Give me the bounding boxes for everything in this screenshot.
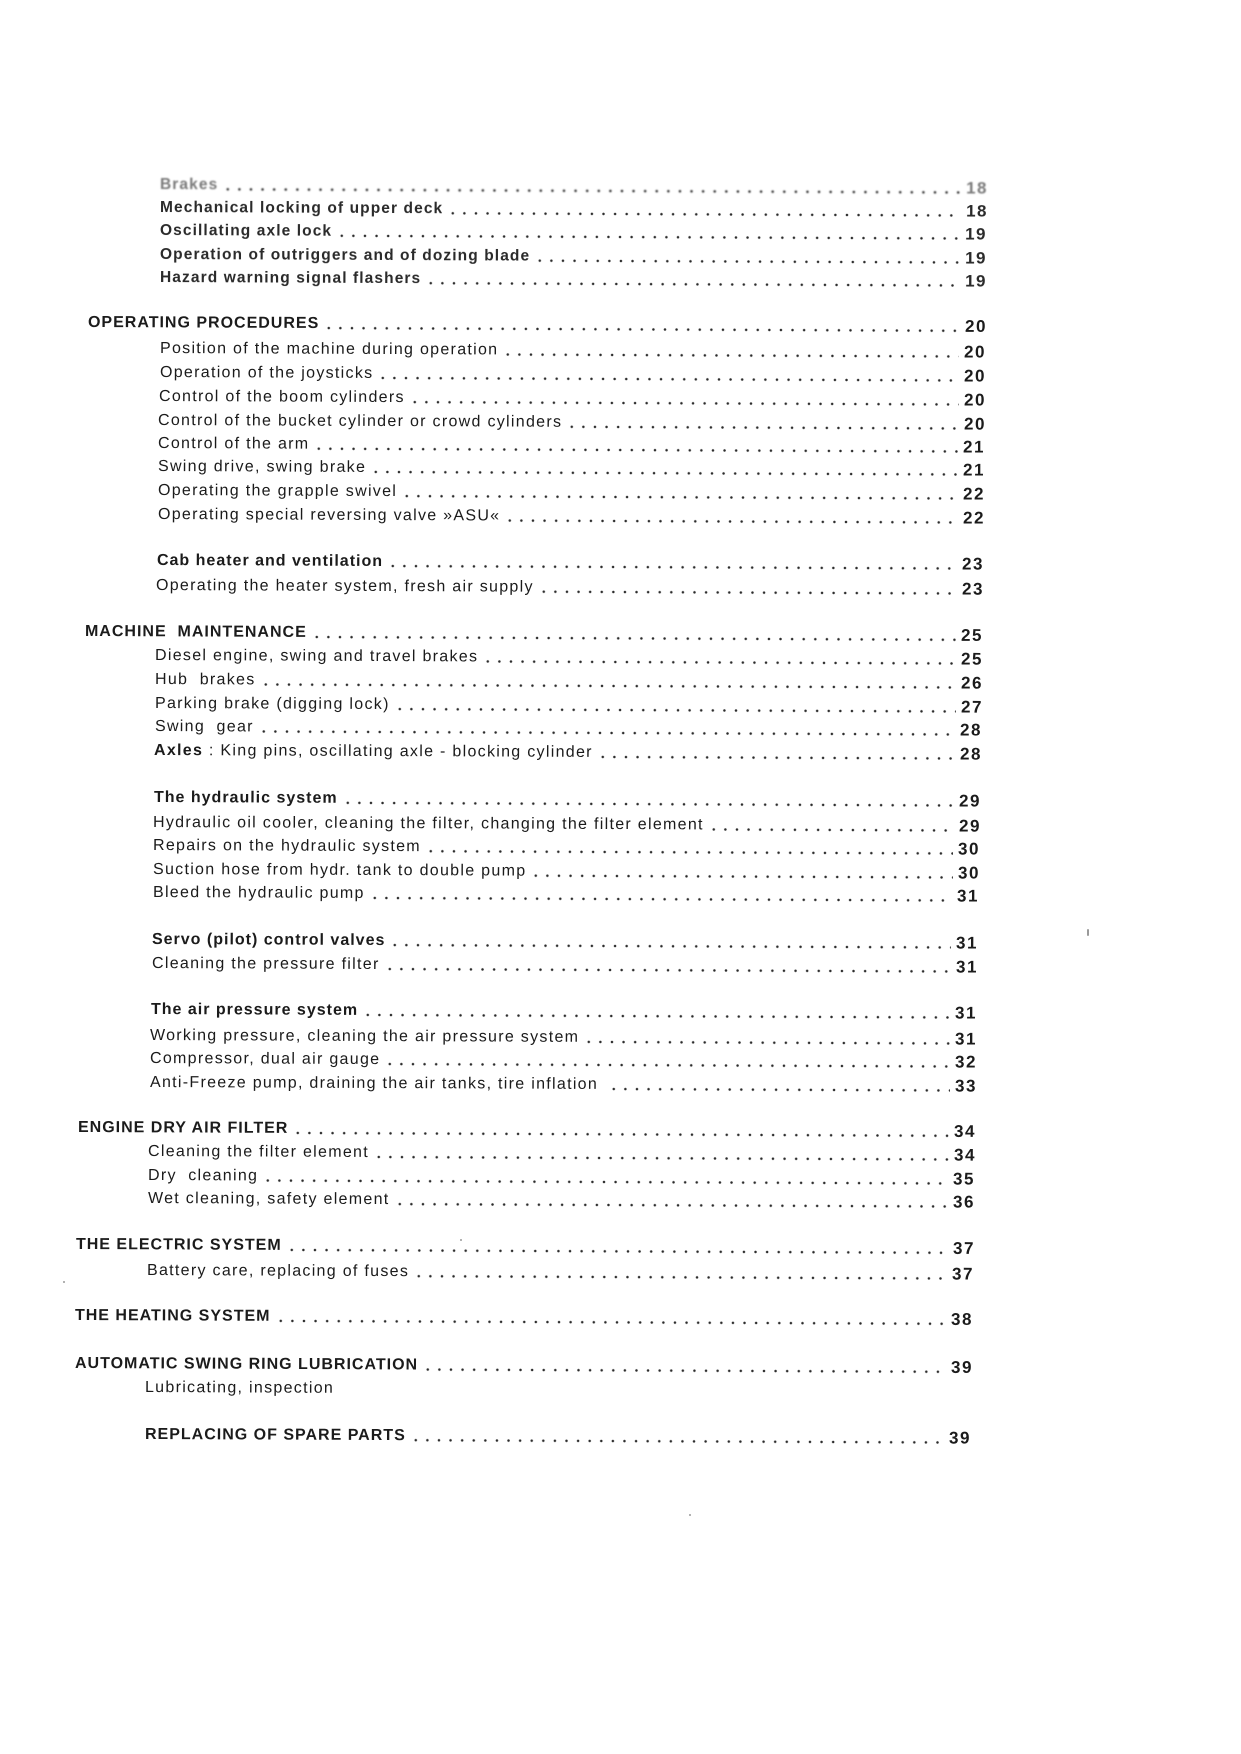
dot-leader xyxy=(387,551,957,575)
page-number: 25 xyxy=(961,625,984,645)
page-number: 23 xyxy=(962,554,985,574)
dot-leader xyxy=(311,622,956,647)
dot-leader xyxy=(410,1425,944,1449)
dot-leader xyxy=(538,577,957,601)
dot-leader xyxy=(413,1261,947,1285)
dot-leader xyxy=(258,716,955,741)
toc-entry xyxy=(160,244,987,270)
dot-leader xyxy=(389,930,951,954)
page-number: 19 xyxy=(965,248,988,268)
toc-entry xyxy=(160,338,986,364)
toc-entry xyxy=(150,1048,977,1074)
toc-entry xyxy=(148,1188,975,1214)
toc-section-heading xyxy=(85,621,983,647)
entry-title: Parking brake (digging lock) xyxy=(154,695,390,714)
entry-title: Operation of the joysticks xyxy=(159,364,374,382)
page-number: 27 xyxy=(961,697,984,717)
entry-title: Operating special reversing valve »ASU« xyxy=(157,506,501,525)
entry-title: Diesel engine, swing and travel brakes xyxy=(154,647,479,666)
dot-leader xyxy=(292,1118,949,1143)
page-number: 31 xyxy=(956,933,979,953)
page-number: 20 xyxy=(964,366,987,386)
toc-group-heading xyxy=(157,550,984,576)
page-number: 21 xyxy=(963,437,986,457)
entry-title: Repairs on the hydraulic system xyxy=(152,837,422,856)
page-number: 36 xyxy=(953,1192,976,1212)
toc-section-heading xyxy=(88,312,987,338)
toc-entry xyxy=(152,953,978,979)
page-number: 22 xyxy=(963,484,986,504)
toc-entry xyxy=(160,220,987,246)
entry-title: Operation of outriggers and of dozing blade xyxy=(159,246,531,265)
page-number: 37 xyxy=(952,1264,975,1284)
toc-entry xyxy=(155,716,982,742)
toc-entry xyxy=(154,740,982,766)
entry-title: Mechanical locking of upper deck xyxy=(159,199,444,218)
toc-entry xyxy=(160,362,986,388)
toc-entry xyxy=(158,433,985,459)
entry-title: Control of the boom cylinders xyxy=(158,388,405,407)
section-title: ENGINE DRY AIR FILTER xyxy=(77,1119,289,1137)
dot-leader xyxy=(323,313,960,338)
entry-title xyxy=(154,740,593,764)
page-number: 20 xyxy=(964,342,987,362)
page-number: 31 xyxy=(955,1003,978,1023)
toc-entry xyxy=(153,812,981,838)
dot-leader xyxy=(401,481,958,505)
entry-title: Cleaning the pressure filter xyxy=(151,955,380,973)
page-number: 31 xyxy=(955,1029,978,1049)
entry-title: Control of the arm xyxy=(157,435,310,453)
page-number: 22 xyxy=(963,508,986,528)
entry-title: Anti-Freeze pump, draining the air tanks, tire inflation xyxy=(149,1074,599,1093)
toc-entry xyxy=(160,197,988,223)
page-number: 35 xyxy=(953,1169,976,1189)
toc-entry xyxy=(155,693,983,719)
toc-entry xyxy=(148,1165,975,1191)
page-number: 20 xyxy=(965,316,988,336)
dot-leader xyxy=(504,506,958,530)
toc-entry xyxy=(155,669,983,695)
entry-title: Swing drive, swing brake xyxy=(157,458,367,476)
scan-speck xyxy=(63,1281,65,1283)
scan-speck xyxy=(1087,929,1089,936)
dot-leader xyxy=(409,387,959,411)
entry-title: Battery care, replacing of fuses xyxy=(146,1262,410,1281)
entry-title: Hydraulic oil cooler, cleaning the filter, changing the filter element xyxy=(152,814,704,834)
toc-entry xyxy=(153,859,980,885)
toc-section-heading xyxy=(78,1117,976,1143)
dot-leader xyxy=(222,174,961,199)
dot-leader xyxy=(482,646,956,670)
dot-leader xyxy=(260,669,957,694)
entry-title: Working pressure, cleaning the air pressure system xyxy=(149,1027,580,1046)
section-title: THE HEATING SYSTEM xyxy=(74,1307,271,1325)
toc-section-heading xyxy=(75,1305,973,1331)
dot-leader xyxy=(425,836,953,860)
toc-group-heading xyxy=(154,787,981,813)
entry-title: Hub brakes xyxy=(154,671,256,689)
page-number: 20 xyxy=(964,390,987,410)
entry-title: Dry cleaning xyxy=(147,1167,259,1185)
section-title: OPERATING PROCEDURES xyxy=(87,314,320,333)
entry-title-rest: : King pins, oscillating axle - blocking cylinder xyxy=(208,742,593,761)
entry-title: Lubricating, inspection xyxy=(144,1379,335,1397)
page-number: 38 xyxy=(951,1309,974,1329)
dot-leader xyxy=(373,1142,949,1167)
toc-group-heading xyxy=(152,929,978,955)
entry-title: Bleed the hydraulic pump xyxy=(152,884,365,902)
dot-leader xyxy=(313,434,958,459)
page-number: 23 xyxy=(962,579,985,599)
page-number: 31 xyxy=(957,886,980,906)
entry-title: Operating the heater system, fresh air supply xyxy=(155,577,534,596)
entry-title: The hydraulic system xyxy=(153,789,338,807)
section-title: THE ELECTRIC SYSTEM xyxy=(75,1236,282,1254)
dot-leader xyxy=(384,1049,950,1073)
toc-section-heading xyxy=(75,1353,973,1379)
toc-entry xyxy=(156,575,984,601)
toc-entry xyxy=(155,645,983,671)
toc-entry xyxy=(160,267,987,293)
toc-group-heading xyxy=(151,999,977,1025)
page-number: 34 xyxy=(954,1145,977,1165)
page-number: 29 xyxy=(959,791,982,811)
toc-entry xyxy=(147,1260,974,1286)
entry-title: Cleaning the filter element xyxy=(147,1143,370,1161)
dot-leader xyxy=(362,1000,950,1025)
toc-section-heading xyxy=(145,1424,971,1450)
entry-title: Compressor, dual air gauge xyxy=(149,1050,381,1069)
dot-leader xyxy=(394,1189,949,1213)
page-number: 39 xyxy=(949,1428,972,1448)
section-title: AUTOMATIC SWING RING LUBRICATION xyxy=(74,1355,419,1374)
toc-section-heading xyxy=(76,1234,975,1260)
dot-leader xyxy=(530,861,953,885)
dot-leader xyxy=(583,1027,950,1051)
page-number: 39 xyxy=(951,1357,974,1377)
scan-speck xyxy=(460,1239,462,1241)
section-title: MACHINE MAINTENANCE xyxy=(84,623,307,641)
toc-entry xyxy=(158,504,985,530)
page-number: 25 xyxy=(961,649,984,669)
page-number: 30 xyxy=(958,863,981,883)
page-number: 30 xyxy=(958,839,981,859)
scan-speck xyxy=(689,1514,691,1516)
page-number: 19 xyxy=(965,224,988,244)
dot-leader xyxy=(370,457,958,482)
entry-title: Wet cleaning, safety element xyxy=(147,1190,390,1209)
dot-leader xyxy=(369,883,952,908)
toc-entry xyxy=(153,835,980,861)
page-number: 33 xyxy=(955,1076,978,1096)
toc-entry xyxy=(158,410,986,436)
dot-leader xyxy=(286,1235,948,1260)
dot-leader xyxy=(425,268,960,292)
entry-title: Swing gear xyxy=(154,718,254,736)
page-number: 32 xyxy=(955,1052,978,1072)
page-number: 26 xyxy=(961,673,984,693)
entry-title: Brakes xyxy=(159,176,219,194)
dot-leader xyxy=(534,246,960,270)
toc-entry xyxy=(158,456,985,482)
entry-title: Control of the bucket cylinder or crowd cylinders xyxy=(157,412,563,431)
dot-leader xyxy=(394,694,956,718)
entry-title: Hazard warning signal flashers xyxy=(159,269,422,288)
entry-emphasis: Axles xyxy=(153,742,204,760)
page-number: 37 xyxy=(953,1238,976,1258)
toc-entry xyxy=(160,174,988,200)
entry-title: Cab heater and ventilation xyxy=(156,552,384,570)
dot-leader xyxy=(597,742,955,766)
page-number: 31 xyxy=(956,957,979,977)
toc-entry xyxy=(153,882,979,908)
page-number: 18 xyxy=(966,178,989,198)
page-number: 20 xyxy=(964,414,987,434)
toc-entry xyxy=(159,386,986,412)
entry-title: The air pressure system xyxy=(150,1001,359,1019)
dot-leader xyxy=(342,788,955,813)
page-number: 28 xyxy=(960,720,983,740)
dot-leader xyxy=(447,198,961,222)
section-title: REPLACING OF SPARE PARTS xyxy=(144,1426,406,1445)
dot-leader xyxy=(336,221,960,246)
entry-title: Oscillating axle lock xyxy=(159,222,333,240)
entry-title: Suction hose from hydr. tank to double pump xyxy=(152,861,527,880)
page-number: 28 xyxy=(960,744,983,764)
dot-leader xyxy=(384,954,952,978)
dot-leader xyxy=(608,1074,950,1097)
page-number: 29 xyxy=(959,816,982,836)
page-number: 19 xyxy=(965,271,988,291)
toc-entry xyxy=(145,1377,334,1400)
dot-leader xyxy=(422,1355,946,1379)
dot-leader xyxy=(262,1165,948,1190)
page-number: 18 xyxy=(966,201,989,221)
toc-entry xyxy=(148,1141,976,1167)
dot-leader xyxy=(274,1306,946,1331)
page-number: 21 xyxy=(963,460,986,480)
dot-leader xyxy=(708,814,954,837)
dot-leader xyxy=(566,412,959,436)
toc-entry xyxy=(150,1025,977,1051)
entry-title: Position of the machine during operation xyxy=(159,340,499,359)
page-number: 34 xyxy=(954,1121,977,1141)
entry-title: Servo (pilot) control valves xyxy=(151,931,386,950)
toc-entry xyxy=(150,1072,977,1098)
dot-leader xyxy=(502,339,959,363)
entry-title: Operating the grapple swivel xyxy=(157,482,398,501)
toc-entry xyxy=(158,480,985,506)
dot-leader xyxy=(377,363,959,388)
